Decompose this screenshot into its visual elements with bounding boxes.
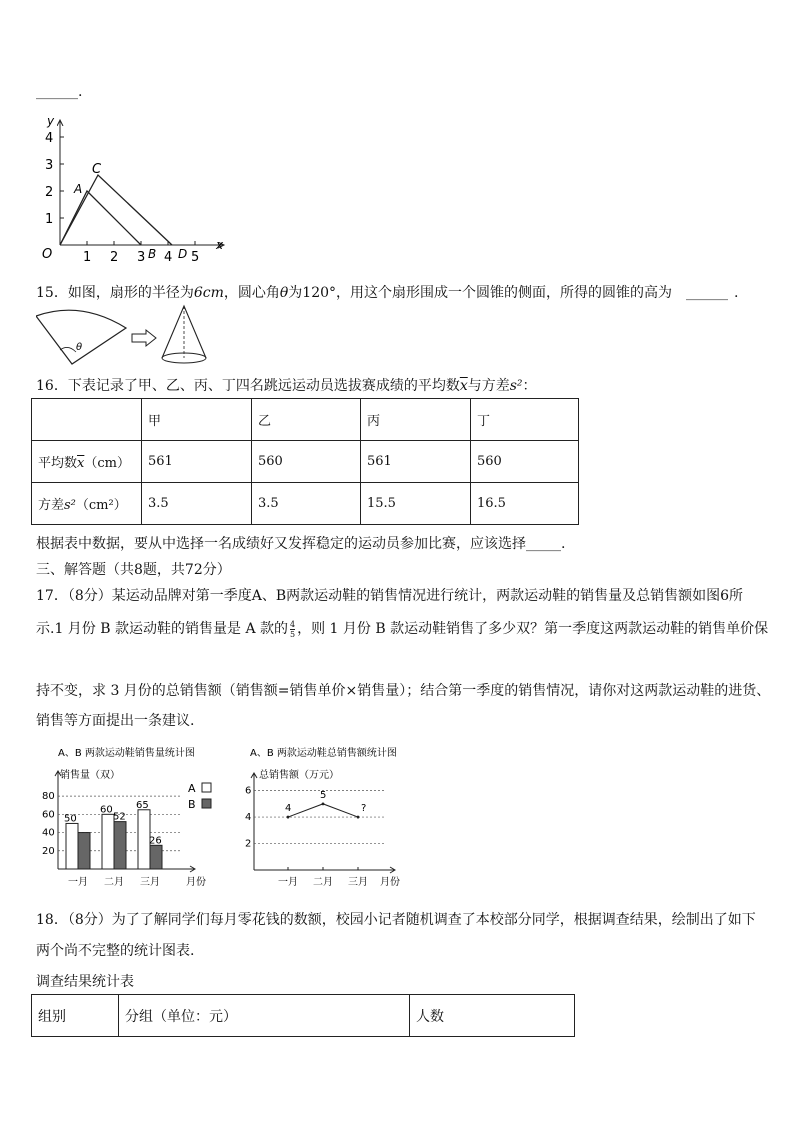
y-tick-label: 80	[42, 791, 55, 803]
y-tick-4: 4	[45, 131, 54, 146]
legend-label-A: A	[188, 782, 196, 795]
question-18-line2: 两个尚不完整的统计图表.	[36, 943, 195, 959]
table-cell: 丙	[361, 399, 471, 441]
x-tick-2: 2	[110, 250, 119, 265]
answer-blank-top: ______.	[36, 84, 83, 100]
table-cell: 乙	[252, 399, 361, 441]
data-label-A: 65	[136, 799, 149, 811]
legend-label-B: B	[188, 798, 196, 811]
arrow-icon	[132, 330, 156, 346]
table-cell: 16.5	[471, 483, 579, 525]
question-18-line1: 18．（8分）为了了解同学们每月零花钱的数额，校园小记者随机调查了本校部分同学，根据调查结果，绘制出了如下	[36, 912, 756, 928]
data-label-B: 26	[149, 835, 162, 847]
table-cell	[32, 399, 142, 441]
table-cell: 560	[471, 441, 579, 483]
table-cell: 561	[361, 441, 471, 483]
bar-B	[78, 833, 90, 869]
x-tick-3: 3	[137, 250, 146, 265]
x-tick-4: 4	[164, 250, 173, 265]
question-15: 15．如图，扇形的半径为6cm，圆心角θ为120°，用这个扇形围成一个圆锥的侧面，所得的圆锥的高为 ______ .	[36, 285, 739, 301]
bar-B	[114, 822, 126, 869]
table-row	[32, 483, 579, 525]
origin-label: O	[42, 247, 53, 262]
y-tick-3: 3	[45, 158, 54, 173]
theta-label: θ	[76, 342, 83, 353]
table-cell: 3.5	[252, 483, 361, 525]
table-cell: 560	[252, 441, 361, 483]
y-axis-label: y	[47, 114, 55, 128]
x-tick-1: 1	[83, 250, 92, 265]
legend-swatch-B	[202, 799, 211, 808]
data-point	[287, 816, 290, 819]
data-label: 5	[320, 789, 327, 801]
y-tick-label: 60	[42, 809, 55, 821]
data-label: ?	[361, 803, 367, 815]
data-label: 4	[285, 803, 292, 815]
bar-B	[150, 845, 162, 869]
data-point	[357, 816, 360, 819]
question-17-line2: 示.1 月份 B 款运动鞋的销售量是 A 款的 $\frac{4}{5}$ ，则 1 月份 B 款运动鞋销售了多少双？第一季度这两款运动鞋的销售单价保	[36, 619, 769, 639]
table-cell: 3.5	[142, 483, 252, 525]
q16-table	[31, 398, 579, 525]
legend	[188, 782, 211, 811]
question-17-line1: 17．（8分）某运动品牌对第一季度A、B两款运动鞋的销售情况进行统计，两款运动鞋的销售量及总销售额如图6所	[36, 588, 744, 604]
data-label-B: 52	[113, 811, 126, 823]
data-point	[322, 802, 325, 805]
series-line	[288, 804, 358, 817]
table-cell: 人数	[410, 995, 575, 1037]
table-cell: 15.5	[361, 483, 471, 525]
point-D-label: D	[178, 247, 188, 261]
y-axis-title: 销售量（双）	[60, 770, 120, 781]
y-tick-label: 2	[245, 838, 252, 850]
x-tick-label: 三月	[140, 877, 160, 888]
data-label-A: 50	[64, 813, 77, 825]
question-16-after: 根据表中数据，要从中选择一名成绩好又发挥稳定的运动员参加比赛，应该选择_____.	[36, 536, 566, 552]
table-cell: 组别	[32, 995, 119, 1037]
point-C-label: C	[92, 162, 102, 177]
x-tick-label: 一月	[68, 877, 88, 888]
table-cell: 561	[142, 441, 252, 483]
bar-chart	[36, 742, 236, 892]
triangle-OAB	[60, 191, 141, 245]
y-tick-2: 2	[45, 185, 54, 200]
x-axis-title: 月份	[186, 877, 206, 888]
table-row	[32, 441, 579, 483]
y-axis-title: 总销售额（万元）	[259, 770, 339, 781]
table-row-label: 方差s²（cm²）	[32, 483, 142, 525]
y-tick-1: 1	[45, 212, 54, 227]
data-label-A: 60	[100, 804, 113, 816]
section-heading: 三、解答题（共8题，共72分）	[36, 562, 231, 578]
legend-swatch-A	[202, 783, 211, 792]
table-cell: 甲	[142, 399, 252, 441]
table-row	[32, 399, 579, 441]
x-axis-label: x	[216, 238, 224, 252]
coordinate-graph	[30, 112, 230, 267]
y-tick-label: 6	[245, 785, 252, 797]
table-row-label: 平均数$\overline{x}(cm)$	[32, 441, 142, 483]
x-tick-label: 三月	[348, 877, 368, 888]
question-17-line3: 持不变，求 3 月份的总销售额（销售额=销售单价×销售量）；结合第一季度的销售情况，请你对这两款运动鞋的进货、	[36, 683, 771, 699]
x-tick-label: 二月	[313, 877, 333, 888]
x-tick-5: 5	[191, 250, 200, 265]
x-tick-label: 一月	[278, 877, 298, 888]
line-chart	[244, 742, 444, 892]
x-tick-label: 二月	[104, 877, 124, 888]
question-17-line4: 销售等方面提出一条建议.	[36, 713, 195, 729]
table-row	[32, 995, 575, 1037]
table-title: 调查结果统计表	[36, 974, 134, 990]
point-B-label: B	[148, 247, 157, 261]
sector-shape	[36, 310, 126, 364]
y-tick-label: 4	[245, 812, 252, 824]
table-cell: 分组（单位：元）	[119, 995, 410, 1037]
y-tick-label: 20	[42, 845, 55, 857]
q18-table	[31, 994, 575, 1037]
chart-title: A、B 两款运动鞋销售量统计图	[58, 748, 195, 759]
question-16-stem: 16．下表记录了甲、乙、丙、丁四名跳远运动员选拔赛成绩的平均数$\overline{x}$与方差s²：	[36, 378, 537, 394]
sector-cone-figure	[36, 304, 216, 372]
x-axis-title: 月份	[380, 877, 400, 888]
table-cell: 丁	[471, 399, 579, 441]
y-tick-label: 40	[42, 827, 55, 839]
point-A-label: A	[74, 182, 83, 196]
chart-title: A、B 两款运动鞋总销售额统计图	[250, 748, 397, 759]
fraction: $\frac{4}{5}$	[290, 619, 296, 639]
bar-A	[66, 823, 78, 869]
